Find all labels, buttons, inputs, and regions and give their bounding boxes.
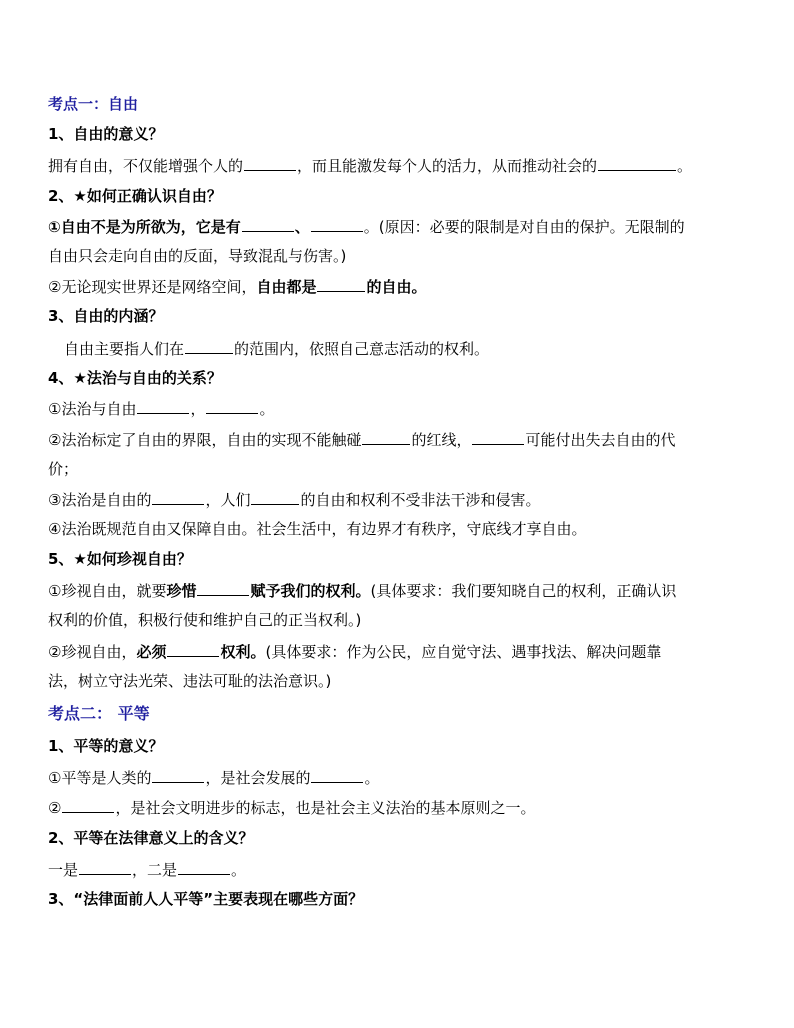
fill-blank-line xyxy=(48,489,748,510)
text: 。(原因：必要的限制是对自由的保护。无限制的 xyxy=(363,218,685,236)
paragraph-line: 自由只会走向自由的反面，导致混乱与伤害。) xyxy=(48,247,347,265)
answer-blank[interactable] xyxy=(206,398,258,414)
text: ② xyxy=(48,799,62,817)
text: ②无论现实世界还是网络空间， xyxy=(48,278,257,296)
text: 自由都是 xyxy=(256,278,317,296)
fill-blank-line xyxy=(48,429,748,450)
text: ，人们 xyxy=(205,491,251,509)
text: 自由主要指人们在 xyxy=(64,340,185,358)
fill-blank-line xyxy=(48,276,748,297)
text: 。 xyxy=(364,769,380,787)
text: 赋予我们的权利。 xyxy=(250,582,371,600)
text: ②珍视自由， xyxy=(48,643,137,661)
paragraph-line: 法，树立守法光荣、违法可耻的法治意识。) xyxy=(48,672,332,690)
question-title: 2、★如何正确认识自由？ xyxy=(48,187,222,205)
text: (具体要求：我们要知晓自己的权利，正确认识 xyxy=(370,582,677,600)
text: 、 xyxy=(294,218,310,236)
text: 。 xyxy=(231,861,247,879)
section-heading-freedom: 考点一：自由 xyxy=(48,95,139,113)
text: ①自由不是为所欲为，它是有 xyxy=(48,218,241,236)
answer-blank[interactable] xyxy=(242,216,294,232)
text: ①珍视自由，就要 xyxy=(48,582,167,600)
text: 拥有自由，不仅能增强个人的 xyxy=(48,157,244,175)
question-title: 3、自由的内涵？ xyxy=(48,307,164,325)
fill-blank-line xyxy=(48,797,748,818)
text: 的红线， xyxy=(411,431,472,449)
text: ①平等是人类的 xyxy=(48,769,152,787)
answer-blank[interactable] xyxy=(317,276,365,292)
text: 的自由。 xyxy=(366,278,427,296)
answer-blank[interactable] xyxy=(197,580,249,596)
text: 一是 xyxy=(48,861,79,879)
text: 必须 xyxy=(136,643,167,661)
fill-blank-line xyxy=(48,155,748,176)
text: 的范围内，依照自己意志活动的权利。 xyxy=(234,340,490,358)
answer-blank[interactable] xyxy=(362,429,410,445)
fill-blank-line xyxy=(48,767,748,788)
answer-blank[interactable] xyxy=(472,429,524,445)
text: 珍惜 xyxy=(166,582,197,600)
answer-blank[interactable] xyxy=(185,338,233,354)
answer-blank[interactable] xyxy=(178,859,230,875)
fill-blank-line xyxy=(48,398,748,419)
question-title: 5、★如何珍视自由？ xyxy=(48,550,192,568)
text: ，而且能激发每个人的活力，从而推动社会的 xyxy=(297,157,598,175)
text: 。 xyxy=(677,157,693,175)
answer-blank[interactable] xyxy=(244,155,296,171)
question-title: 4、★法治与自由的关系？ xyxy=(48,369,222,387)
paragraph-line: 价； xyxy=(48,460,79,478)
answer-blank[interactable] xyxy=(598,155,676,171)
answer-blank[interactable] xyxy=(152,767,204,783)
question-title: 3、“法律面前人人平等”主要表现在哪些方面？ xyxy=(48,890,364,908)
text: 。 xyxy=(259,400,275,418)
question-title: 2、平等在法律意义上的含义？ xyxy=(48,829,254,847)
answer-blank[interactable] xyxy=(152,489,204,505)
answer-blank[interactable] xyxy=(311,216,363,232)
text: ， xyxy=(190,400,206,418)
text: ③法治是自由的 xyxy=(48,491,152,509)
text: ①法治与自由 xyxy=(48,400,137,418)
section-heading-equality: 考点二： 平等 xyxy=(48,704,150,723)
question-title: 1、平等的意义？ xyxy=(48,737,164,755)
text: ，二是 xyxy=(132,861,178,879)
answer-blank[interactable] xyxy=(79,859,131,875)
answer-blank[interactable] xyxy=(311,767,363,783)
text: ，是社会文明进步的标志，也是社会主义法治的基本原则之一。 xyxy=(115,799,536,817)
text: 权利。 xyxy=(220,643,266,661)
fill-blank-line xyxy=(48,641,748,662)
fill-blank-line xyxy=(64,338,764,359)
text: ②法治标定了自由的界限，自由的实现不能触碰 xyxy=(48,431,362,449)
fill-blank-line xyxy=(48,859,748,880)
question-title: 1、自由的意义？ xyxy=(48,125,164,143)
answer-blank[interactable] xyxy=(62,797,114,813)
fill-blank-line xyxy=(48,216,748,237)
text: (具体要求：作为公民，应自觉守法、遇事找法、解决问题靠 xyxy=(265,643,662,661)
answer-blank[interactable] xyxy=(137,398,189,414)
fill-blank-line xyxy=(48,580,748,601)
paragraph-line: ④法治既规范自由又保障自由。社会生活中，有边界才有秩序，守底线才享自由。 xyxy=(48,520,587,538)
answer-blank[interactable] xyxy=(251,489,299,505)
text: ，是社会发展的 xyxy=(205,769,311,787)
text: 可能付出失去自由的代 xyxy=(525,431,676,449)
answer-blank[interactable] xyxy=(167,641,219,657)
text: 的自由和权利不受非法干涉和侵害。 xyxy=(300,491,541,509)
paragraph-line: 权利的价值，积极行使和维护自己的正当权利。) xyxy=(48,611,362,629)
